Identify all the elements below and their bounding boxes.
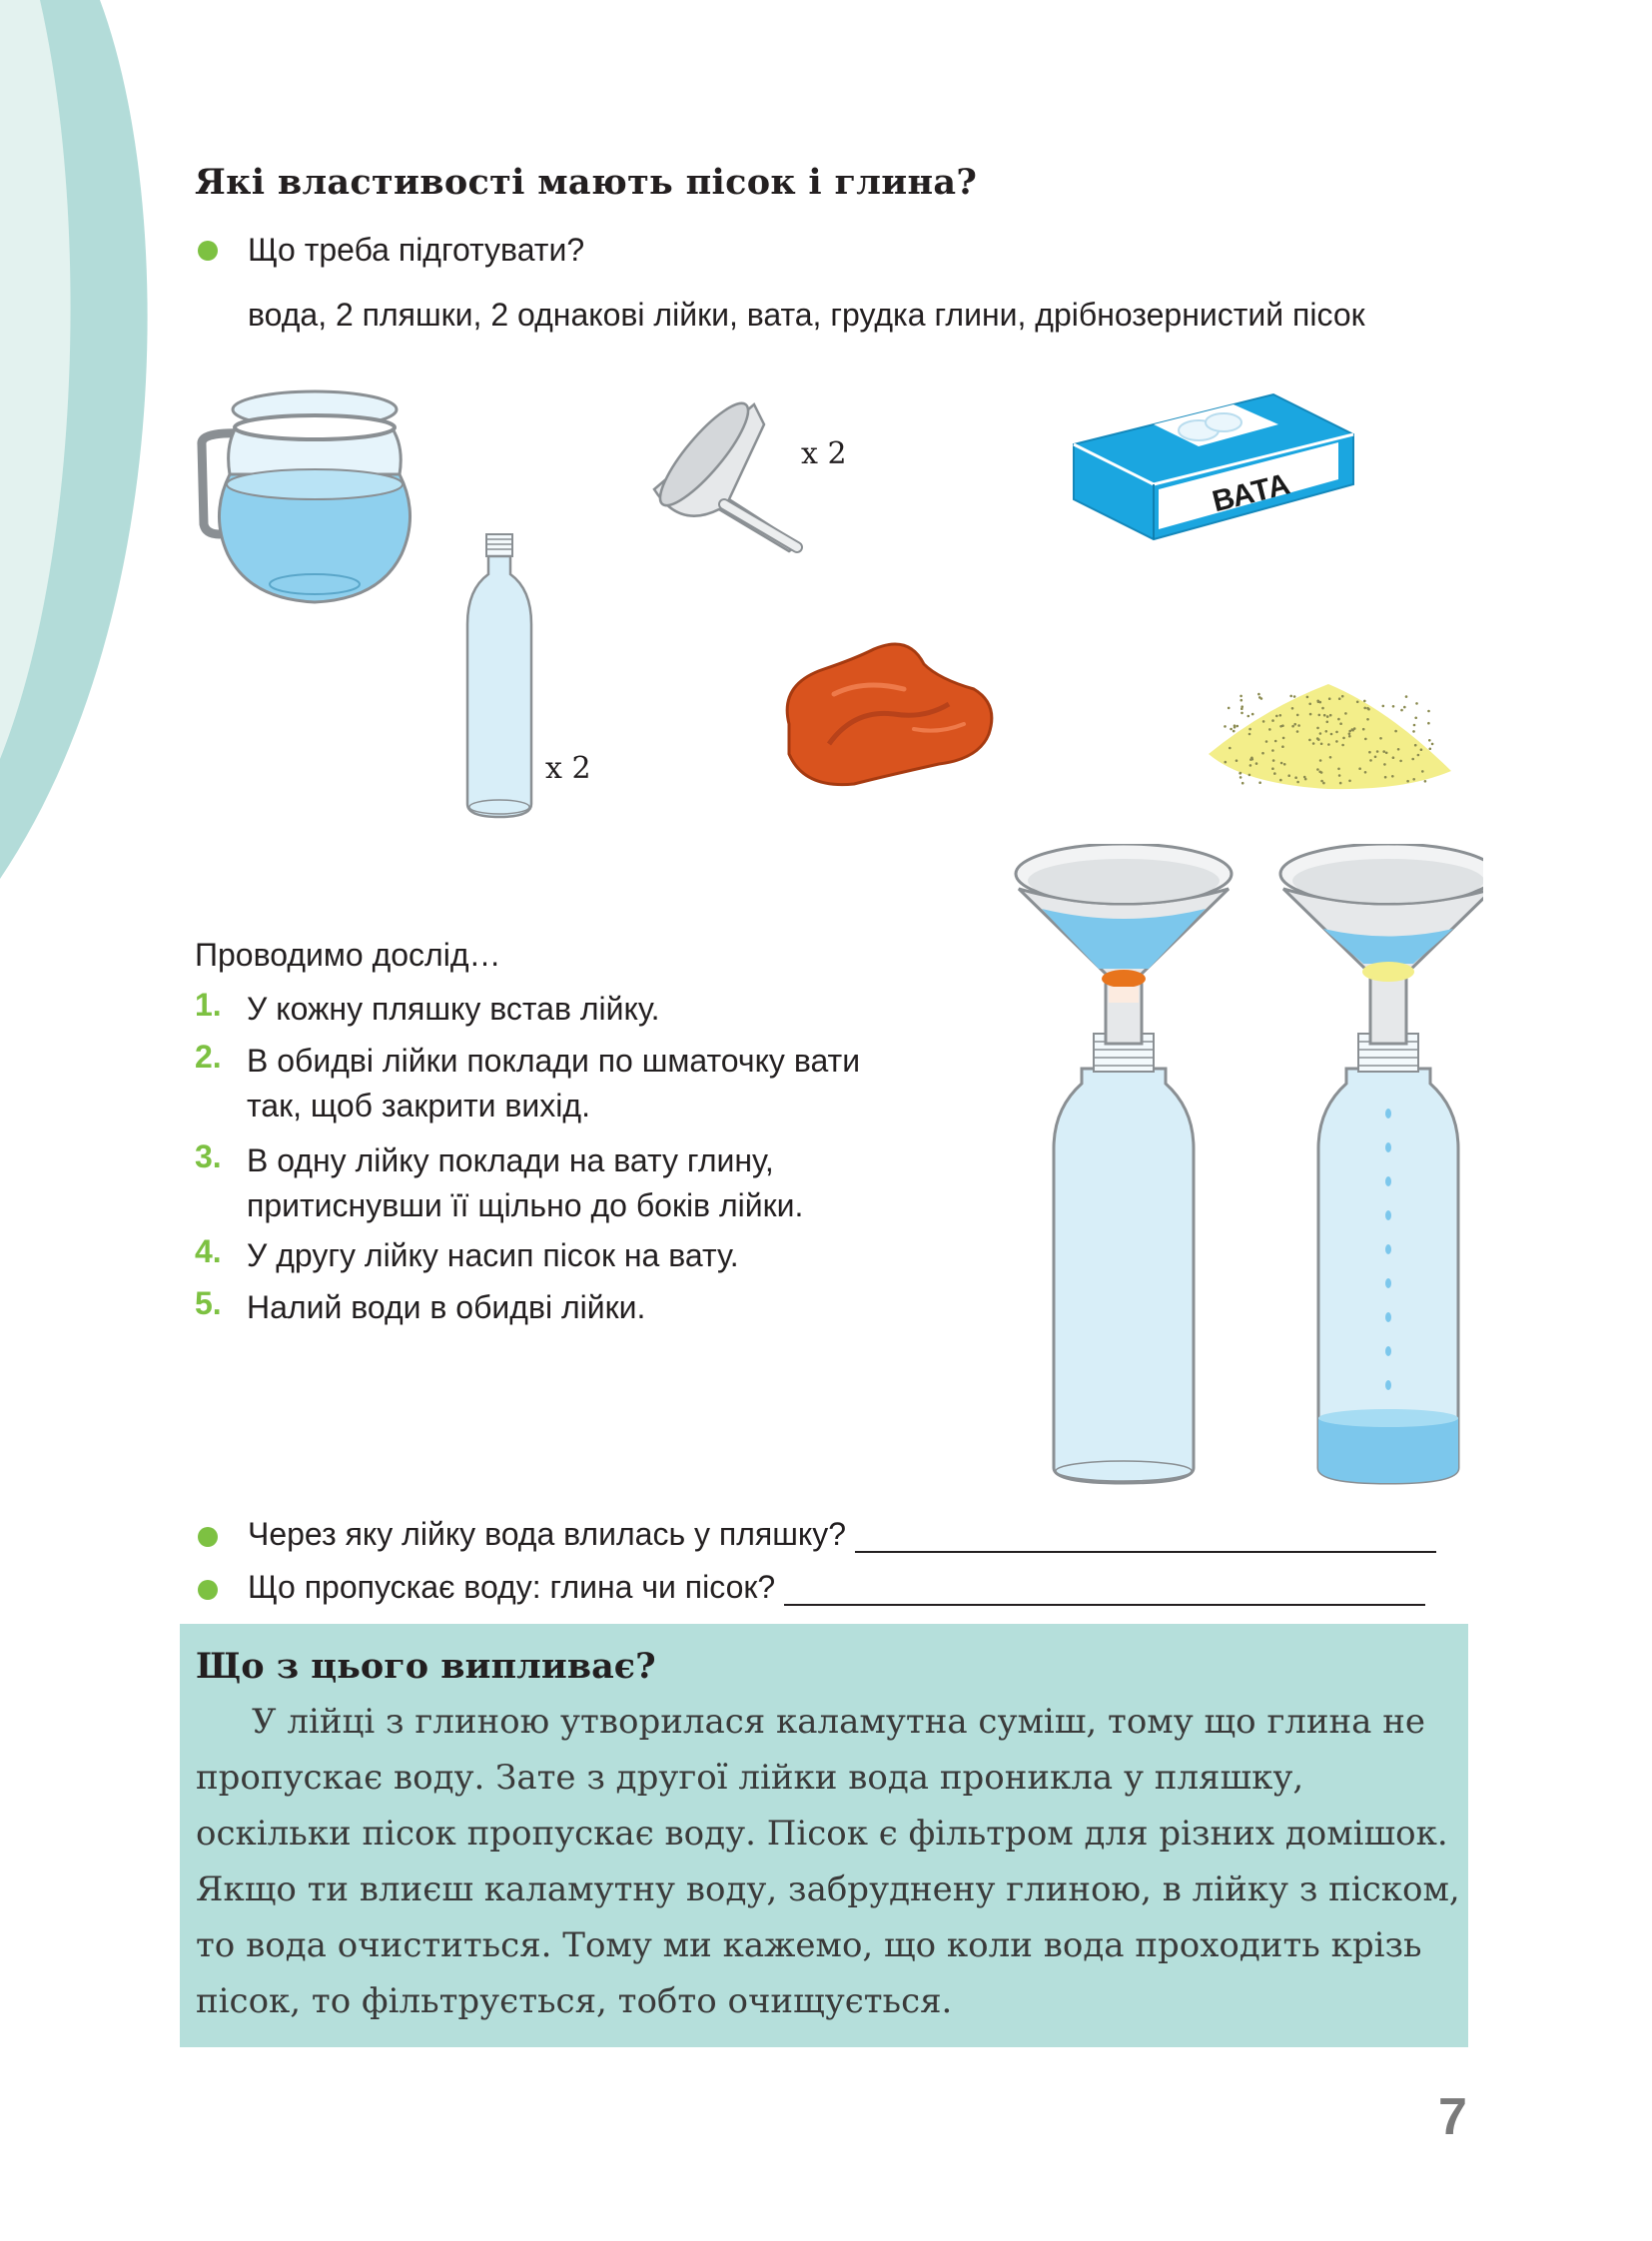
- funnel-count-label: x 2: [801, 436, 847, 471]
- step-text-line: В обидві лійки поклади по шматочку вати: [247, 1043, 861, 1079]
- bottle-with-clay-funnel: [1016, 844, 1232, 1488]
- step-text: [247, 1285, 645, 1330]
- step-text-line: так, щоб закрити вихід.: [247, 1088, 590, 1123]
- answer-line-1[interactable]: [855, 1517, 1436, 1553]
- step-number: 2.: [195, 1039, 222, 1075]
- step-text-line: Налий води в обидві лійки.: [247, 1289, 646, 1325]
- bullet-dot: [198, 1527, 218, 1547]
- materials-list: вода, 2 пляшки, 2 однакові лійки, вата, грудка глини, дрібнозернистий пісок: [248, 297, 1365, 333]
- step-text-line: У другу лійку насип пісок на вату.: [247, 1237, 739, 1273]
- conclusion-text: У лійці з глиною утворилася каламутна суміш, тому що глина не пропускає воду. Зате з другої лійки вода проникла у пляшку, оскільки пісок пропускає воду. Пісок є фільтром для різних домішок. Якщо ти влиєш каламутну воду, забруднену глиною, в лійку з піском, то вода очиститься. Тому ми кажемо, що коли вода проходить крізь пісок, то фільтрується, тобто очищується.: [196, 1702, 1460, 2021]
- step-text: [247, 1039, 860, 1128]
- answer-line-2[interactable]: [784, 1570, 1425, 1606]
- conclusion-box: [180, 1624, 1468, 2047]
- cotton-pack-label: ВАТА: [1209, 467, 1293, 519]
- step-number: 5.: [195, 1285, 222, 1321]
- question-1: [248, 1516, 1436, 1553]
- prepare-question: Що треба підготувати?: [248, 232, 585, 268]
- jug-of-water: [190, 384, 419, 624]
- step-number: 1.: [195, 987, 222, 1023]
- decorative-arc: [0, 0, 180, 899]
- pile-of-sand: [1204, 679, 1458, 794]
- step-text-line: У кожну пляшку встав лійку.: [247, 991, 660, 1027]
- step-text-line: В одну лійку поклади на вату глину,: [247, 1142, 774, 1178]
- bottle-with-sand-funnel: [1280, 844, 1483, 1483]
- experiment-intro: Проводимо дослід…: [195, 937, 501, 973]
- step-text-line: притиснувши її щільно до боків лійки.: [247, 1187, 804, 1223]
- step-text: [247, 1138, 803, 1228]
- bullet-dot: [198, 1580, 218, 1600]
- plastic-bottle: [459, 529, 539, 824]
- step-number: 4.: [195, 1233, 222, 1269]
- cotton-wool-pack: [1064, 384, 1363, 584]
- step-text: [247, 987, 660, 1032]
- page-title: Які властивості мають пісок і глина?: [195, 162, 978, 203]
- lump-of-clay: [774, 634, 1004, 794]
- question-1-text: Через яку лійку вода влилась у пляшку?: [248, 1516, 847, 1552]
- bullet-dot: [198, 241, 218, 261]
- experiment-illustration: [1014, 844, 1483, 1498]
- bottle-count-label: x 2: [545, 751, 591, 786]
- conclusion-title: Що з цього випливає?: [196, 1646, 656, 1687]
- question-2: [248, 1569, 1425, 1606]
- step-number: 3.: [195, 1138, 222, 1174]
- question-2-text: Що пропускає воду: глина чи пісок?: [248, 1569, 776, 1605]
- step-text: [247, 1233, 739, 1278]
- page-number: 7: [1438, 2088, 1467, 2146]
